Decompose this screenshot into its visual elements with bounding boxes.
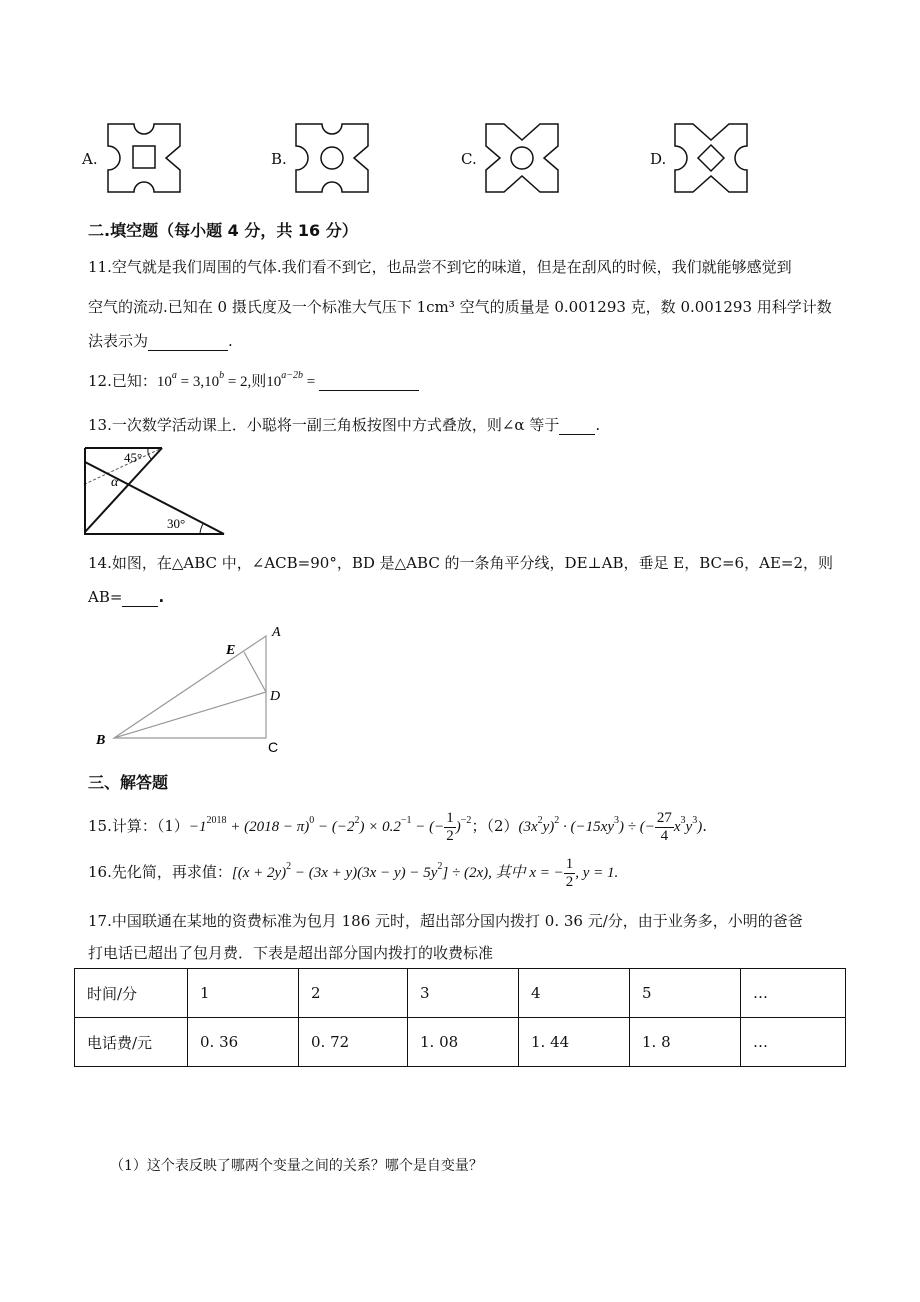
option-c-label: C. (461, 150, 477, 168)
q15-p2d: ) ÷ (− (618, 819, 655, 835)
q15-fraction-1 (444, 810, 456, 845)
q14-bisector-bd (114, 692, 266, 738)
q15-p2a-sup: 2 (537, 815, 543, 826)
q15-part2 (518, 810, 703, 845)
option-a-outline (108, 124, 180, 192)
q13-answer-blank[interactable] (559, 416, 595, 435)
q15-p2b-sup: 2 (554, 815, 560, 826)
q14-label-b: B (96, 733, 106, 748)
q13-triangle-30 (85, 462, 224, 534)
q16-e1: [(x + 2y) (231, 865, 287, 881)
q15-p1f: ) (455, 819, 461, 835)
q15-p2e: x (673, 819, 681, 835)
q15-p1c: − (−2 (314, 819, 355, 835)
q14-label-a: A (272, 625, 281, 640)
q15-p2b: y) (542, 819, 555, 835)
q17-sub1: （1）这个表反映了哪两个变量之间的关系？哪个是自变量？ (110, 1158, 483, 1174)
q15 (88, 806, 707, 849)
q13-angle-arc-30 (200, 524, 203, 534)
q15-p2f: y (685, 819, 693, 835)
q15-p1d: ) × 0.2 (359, 819, 401, 835)
table-cell: 1 (188, 969, 299, 1018)
q15-p2a: (3x (518, 819, 538, 835)
q12-prefix: 12.已知： (88, 372, 157, 390)
q17-line2: 打电话已超出了包月费．下表是超出部分国内拨打的收费标准 (88, 944, 494, 962)
q16-fraction (564, 856, 576, 891)
q11-line2: 空气的流动.已知在 0 摄氏度及一个标准大气压下 1cm³ 空气的质量是 0.001293 克，数 0.001293 用科学计数 (88, 298, 832, 316)
table-cell: … (741, 1018, 846, 1067)
q16-f-den: 2 (565, 874, 574, 891)
q14-perpendicular-de (244, 652, 266, 692)
option-d-figure (671, 120, 751, 196)
q15-f1-num: 1 (446, 810, 454, 827)
q17-line1: 17.中国联通在某地的资费标准为包月 186 元时，超出部分国内拨打 0. 36 元/分，由于业务多，小明的爸爸 (88, 912, 803, 930)
table-cell: 1. 08 (408, 1018, 519, 1067)
q11-line1: 11.空气就是我们周围的气体.我们看不到它，也品尝不到它的味道，但是在刮风的时候，我们就能够感觉到 (88, 258, 792, 276)
q13-label-alpha: α (111, 475, 119, 490)
table-cell: 电话费/元 (75, 1018, 188, 1067)
q15-p1a-sup: 2018 (206, 815, 227, 826)
section2-title: 二.填空题（每小题 4 分，共 16 分） (88, 221, 358, 240)
q15-f2-num: 27 (656, 810, 672, 827)
table-cell: 4 (519, 969, 630, 1018)
option-d-diamond (698, 145, 724, 171)
q16-f-num: 1 (565, 856, 574, 873)
option-a-figure (104, 120, 184, 196)
option-a-square (133, 146, 155, 168)
q15-p2c-sup: 3 (613, 815, 619, 826)
q13-end: . (595, 416, 601, 434)
q12-text1: 10 (156, 374, 172, 390)
fee-table (74, 968, 846, 1067)
q11-answer-blank[interactable] (148, 332, 228, 351)
table-cell: 1. 8 (630, 1018, 741, 1067)
q15-p1b: + (2018 − π) (226, 819, 310, 835)
q15-part1 (188, 810, 472, 845)
section3-title: 三、解答题 (88, 773, 169, 792)
q12-text4: = (303, 374, 320, 390)
option-d-outline (675, 124, 747, 192)
q14-triangle-figure (94, 622, 294, 756)
table-row (75, 1018, 846, 1067)
q11-line3-end: . (228, 332, 233, 350)
q16-e1-sup: 2 (286, 861, 292, 872)
q14-answer-blank[interactable] (122, 588, 158, 607)
q13-line (88, 414, 600, 435)
q15-p1d-sup: −1 (400, 815, 412, 826)
option-a-label: A. (82, 150, 98, 168)
q16-expression (231, 856, 619, 891)
q16-e2: − (3x + y)(3x − y) − 5y (291, 865, 438, 881)
option-b-figure (292, 120, 372, 196)
table-cell: 0. 36 (188, 1018, 299, 1067)
q15-p2g: ) (697, 819, 703, 835)
q12-text2: = 3,10 (176, 374, 220, 390)
option-b-outline (296, 124, 368, 192)
table-cell: 2 (299, 969, 408, 1018)
q16-e4: , y = 1. (575, 865, 619, 881)
q13-text: 13.一次数学活动课上．小聪将一副三角板按图中方式叠放，则∠α 等于 (88, 416, 560, 434)
q11-line3-text: 法表示为 (88, 332, 149, 350)
q11-line3 (88, 330, 233, 351)
q15-p1c-sup: 2 (354, 815, 360, 826)
table-cell: 1. 44 (519, 1018, 630, 1067)
option-c-circle (511, 147, 533, 169)
option-c-outline (486, 124, 558, 192)
q14-label-c: C (268, 739, 279, 755)
option-d-label: D. (650, 150, 667, 168)
q12-sup2: b (219, 370, 225, 381)
q14-line2-text: AB= (88, 588, 123, 606)
q15-p1a: −1 (188, 819, 207, 835)
option-b-circle (321, 147, 343, 169)
q13-rectangle-border (85, 448, 224, 534)
q15-f2-den: 4 (660, 828, 669, 845)
option-b-label: B. (271, 150, 287, 168)
q14-label-d: D (270, 689, 281, 704)
q15-prefix: 15.计算：（1） (88, 817, 189, 835)
q13-triangle-figure (82, 444, 232, 536)
q13-label-45: 45° (124, 450, 143, 465)
q12 (88, 370, 419, 391)
q15-p2e-sup: 3 (680, 815, 686, 826)
q12-math (156, 370, 320, 390)
table-row (75, 969, 846, 1018)
q12-sup1: a (171, 370, 177, 381)
q15-f1-den: 2 (446, 828, 454, 845)
q12-text3: = 2,则10 (224, 374, 282, 390)
q13-label-30: 30° (167, 516, 186, 531)
q15-end: . (702, 817, 707, 835)
q15-sep: ；（2） (471, 817, 519, 835)
q15-fraction-2 (655, 810, 674, 845)
table-cell: 3 (408, 969, 519, 1018)
q15-p2c: · (−15xy (559, 819, 614, 835)
q14-line2 (88, 588, 164, 607)
table-cell: … (741, 969, 846, 1018)
q14-label-e: E (226, 643, 236, 658)
q14-triangle-abc (114, 636, 266, 738)
q14-line1: 14.如图，在△ABC 中，∠ACB=90°，BD 是△ABC 的一条角平分线，DE⊥AB，垂足 E，BC=6，AE=2，则 (88, 554, 834, 572)
option-c-figure (482, 120, 562, 196)
q12-answer-blank[interactable] (319, 372, 419, 391)
q15-p1b-sup: 0 (309, 815, 315, 826)
table-cell: 5 (630, 969, 741, 1018)
table-cell: 0. 72 (299, 1018, 408, 1067)
q12-sup3: a−2b (281, 370, 304, 381)
q14-line2-end: . (158, 588, 165, 606)
table-cell: 时间/分 (75, 969, 188, 1018)
q15-p1e: − (− (411, 819, 445, 835)
q16-e2-sup: 2 (437, 861, 443, 872)
q15-p1f-sup: −2 (460, 815, 472, 826)
q16-e3: ] ÷ (2x), 其中 x = − (442, 865, 564, 881)
q16 (88, 852, 618, 895)
q15-p2f-sup: 3 (692, 815, 698, 826)
q16-prefix: 16.先化简，再求值： (88, 863, 232, 881)
